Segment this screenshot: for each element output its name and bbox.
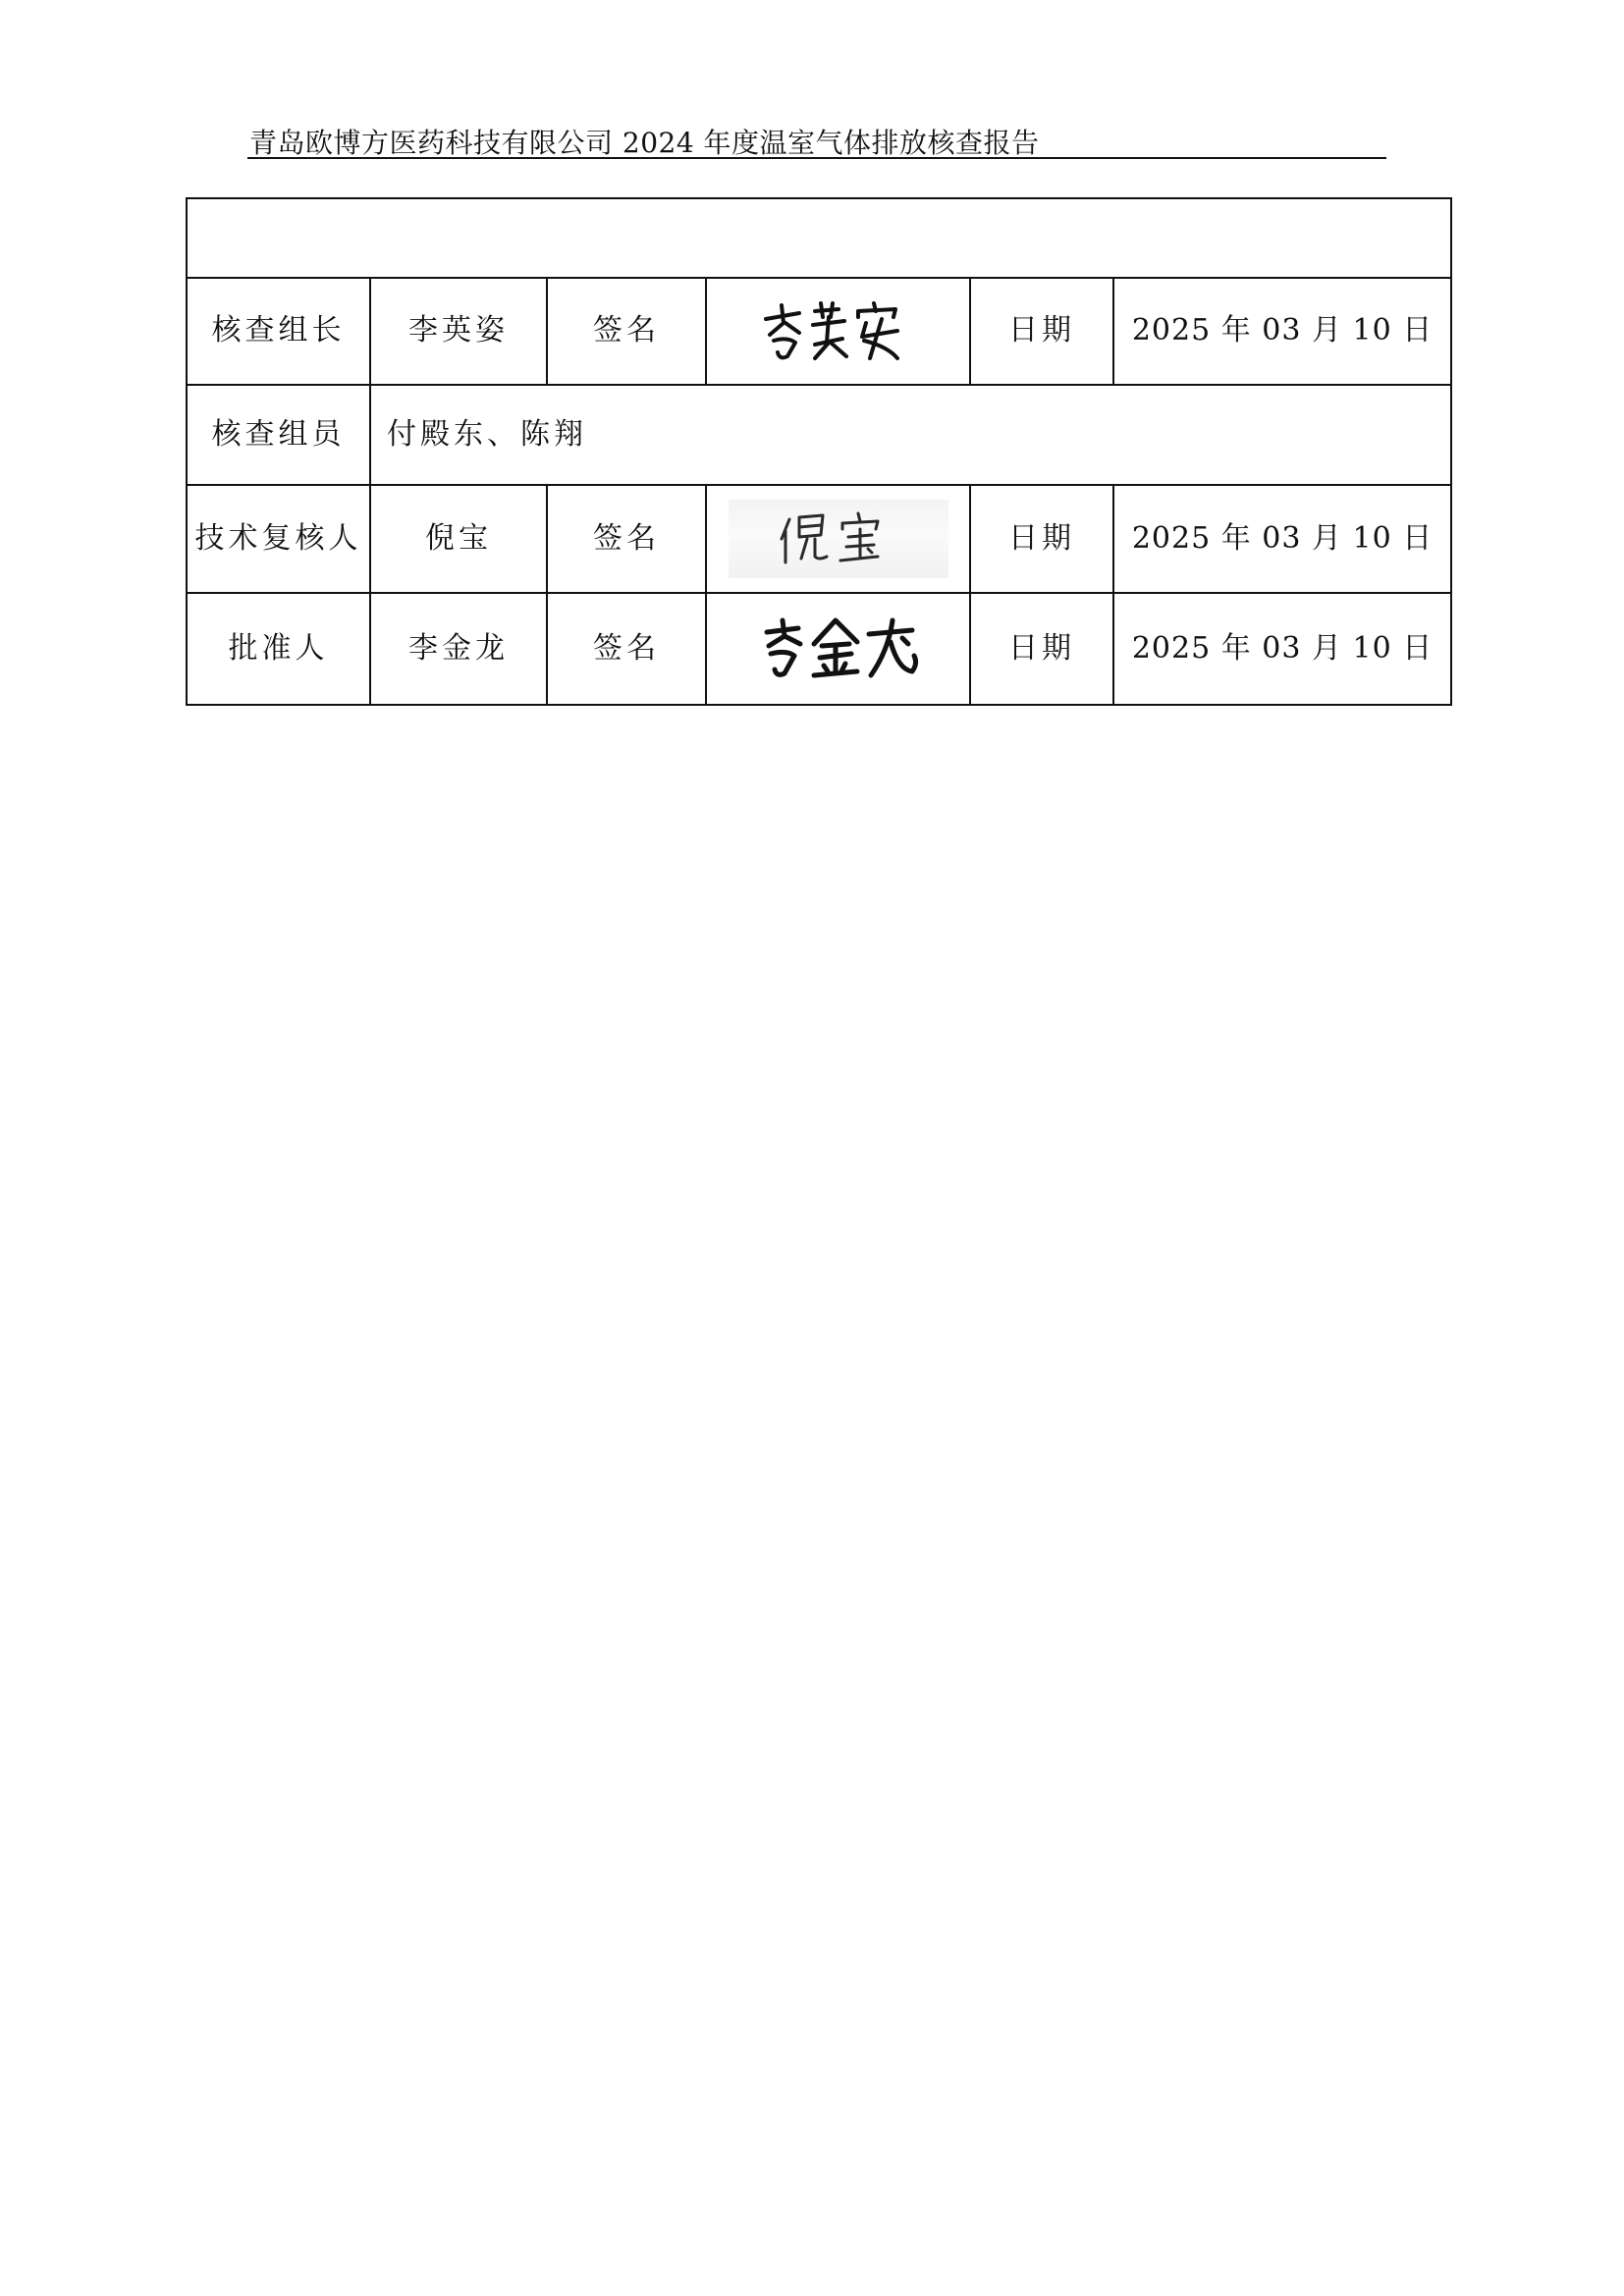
handwritten-signature bbox=[729, 500, 948, 578]
table-row bbox=[187, 485, 1451, 593]
page-header bbox=[247, 116, 1386, 159]
date-label-cell: 日期 bbox=[970, 278, 1113, 385]
report-title: 青岛欧博方医药科技有限公司 2024 年度温室气体排放核查报告 bbox=[249, 127, 1040, 159]
name-cell: 李英姿 bbox=[370, 278, 547, 385]
signature-cell bbox=[706, 278, 970, 385]
role-cell: 技术复核人 bbox=[187, 485, 370, 593]
table-row bbox=[187, 385, 1451, 485]
members-cell: 付殿东、陈翔 bbox=[370, 385, 1451, 485]
table-row bbox=[187, 278, 1451, 385]
handwritten-signature bbox=[755, 614, 922, 683]
sign-label-cell: 签名 bbox=[547, 593, 706, 705]
date-cell: 2025 年 03 月 10 日 bbox=[1113, 593, 1451, 705]
signoff-table bbox=[186, 197, 1452, 706]
date-cell: 2025 年 03 月 10 日 bbox=[1113, 278, 1451, 385]
date-label-cell: 日期 bbox=[970, 485, 1113, 593]
sign-label-cell: 签名 bbox=[547, 278, 706, 385]
name-cell: 李金龙 bbox=[370, 593, 547, 705]
handwritten-signature bbox=[760, 299, 917, 364]
signature-cell bbox=[706, 485, 970, 593]
date-cell: 2025 年 03 月 10 日 bbox=[1113, 485, 1451, 593]
sign-label-cell: 签名 bbox=[547, 485, 706, 593]
name-cell: 倪宝 bbox=[370, 485, 547, 593]
date-label-cell: 日期 bbox=[970, 593, 1113, 705]
scanned-signature bbox=[729, 500, 948, 578]
blank-cell bbox=[187, 198, 1451, 278]
table-row bbox=[187, 593, 1451, 705]
role-cell: 核查组员 bbox=[187, 385, 370, 485]
role-cell: 核查组长 bbox=[187, 278, 370, 385]
signature-cell bbox=[706, 593, 970, 705]
blank-row bbox=[187, 198, 1451, 278]
role-cell: 批准人 bbox=[187, 593, 370, 705]
